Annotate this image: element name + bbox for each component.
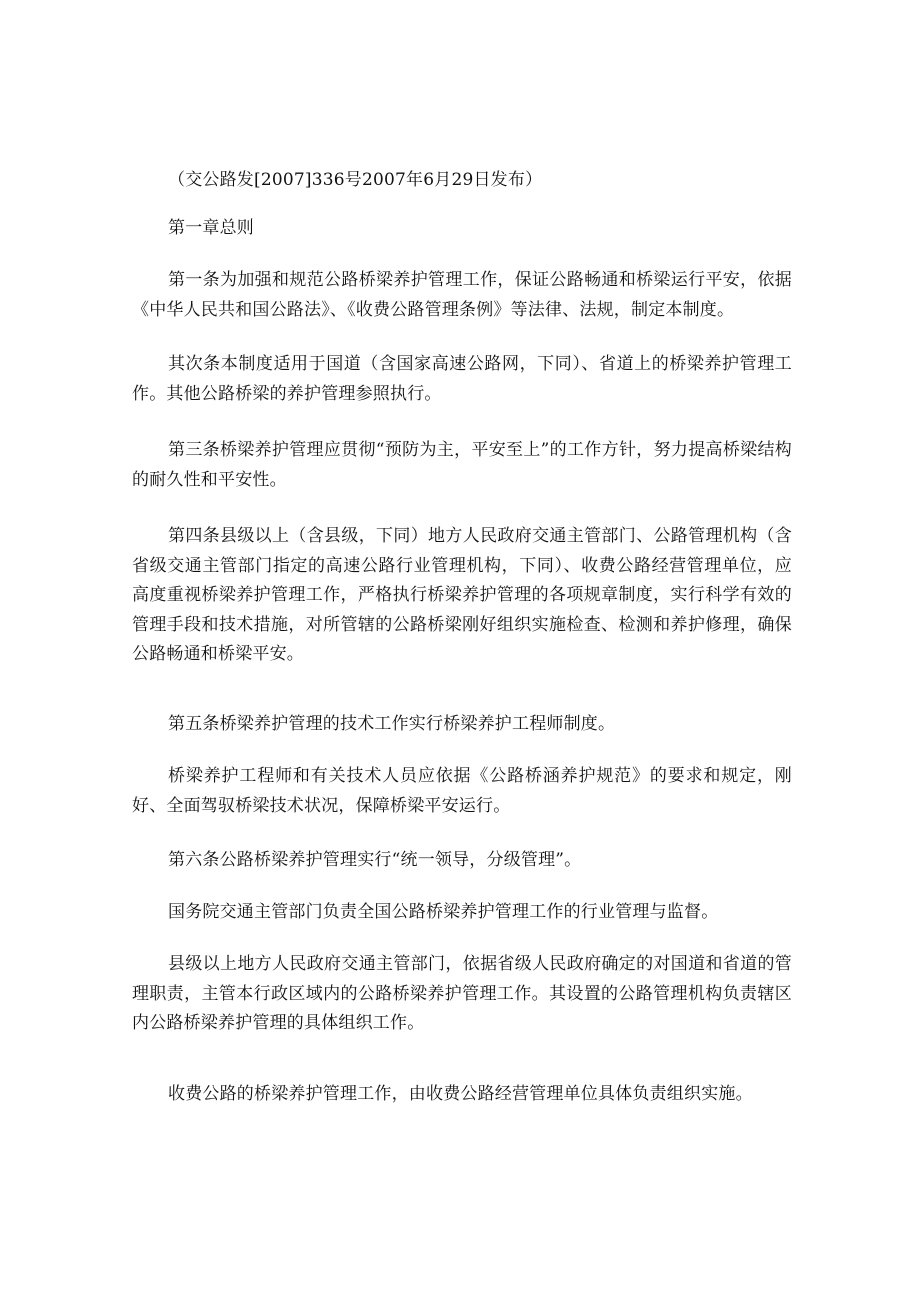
article-6-paragraph-toll: 收费公路的桥梁养护管理工作，由收费公路经营管理单位具体负责组织实施。 (168, 1084, 753, 1104)
chapter-heading: 第一章总则 (168, 218, 254, 238)
article-5: 第五条桥梁养护管理的技术工作实行桥梁养护工程师制度。 (168, 714, 616, 734)
article-6-paragraph-national: 国务院交通主管部门负责全国公路桥梁养护管理工作的行业管理与监督。 (168, 902, 719, 922)
issuance-note: （交公路发[2007]336号2007年6月29日发布） (168, 170, 543, 190)
article-6: 第六条公路桥梁养护管理实行“统一领导，分级管理”。 (168, 850, 582, 870)
article-1: 第一条为加强和规范公路桥梁养护管理工作，保证公路畅通和桥梁运行平安，依据《中华人民共和国公路法》、《收费公路管理条例》等法律、法规，制定本制度。 (132, 270, 792, 320)
article-3: 第三条桥梁养护管理应贯彻“预防为主，平安至上”的工作方针，努力提高桥梁结构的耐久性和平安性。 (132, 440, 792, 490)
article-6-paragraph-local: 县级以上地方人民政府交通主管部门，依据省级人民政府确定的对国道和省道的管理职责，主管本行政区域内的公路桥梁养护管理工作。其设置的公路管理机构负责辖区内公路桥梁养护管理的具体组织工作。 (132, 954, 792, 1033)
article-2: 其次条本制度适用于国道（含国家高速公路网，下同）、省道上的桥梁养护管理工作。其他公路桥梁的养护管理参照执行。 (132, 354, 792, 404)
article-4: 第四条县级以上（含县级，下同）地方人民政府交通主管部门、公路管理机构（含省级交通主管部门指定的高速公路行业管理机构，下同）、收费公路经营管理单位，应高度重视桥梁养护管理工作，严格执行桥梁养护管理的各项规章制度，实行科学有效的管理手段和技术措施，对所管辖的公路桥梁刚好组织实施检查、检测和养护修理，确保公路畅通和桥梁平安。 (132, 526, 792, 664)
article-5-paragraph: 桥梁养护工程师和有关技术人员应依据《公路桥涵养护规范》的要求和规定，刚好、全面驾驭桥梁技术状况，保障桥梁平安运行。 (132, 766, 792, 816)
